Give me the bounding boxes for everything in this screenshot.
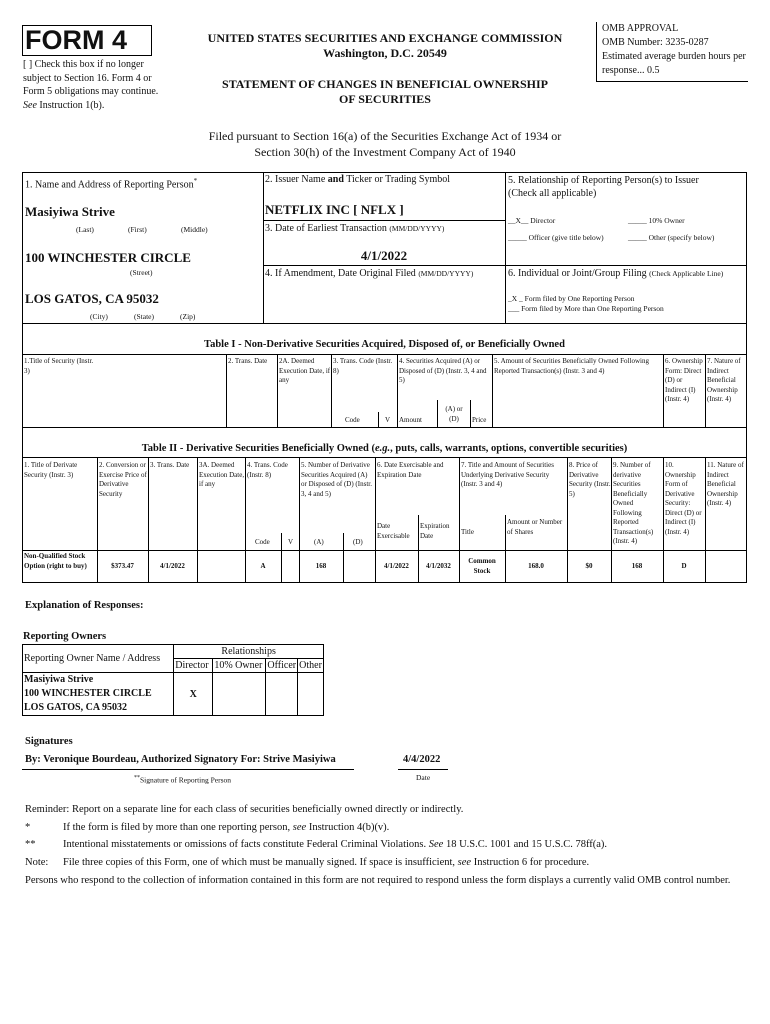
filed-by-one-check[interactable]: _X _ Form filed by One Reporting Person	[508, 294, 635, 303]
t2-amount-shares: Amount or Number of Shares	[507, 518, 563, 536]
t1-code: Code	[345, 416, 360, 424]
other-check[interactable]: _____ Other (specify below)	[628, 233, 715, 242]
ten-pct-owner-check[interactable]: _____ 10% Owner	[628, 216, 685, 225]
omb-approval: OMB APPROVAL	[602, 23, 679, 34]
footnote-dstar-text: Intentional misstatements or omissions of facts constitute Federal Criminal Violations. See 18 U.S.C. 1001 and 15 U.S.C. 78ff(a).	[63, 839, 608, 850]
t1-col2a: 2A. Deemed Execution Date, if any	[279, 357, 331, 384]
t2-col10: 10. Ownership Form of Derivative Security: Direct (D) or Indirect (I) (Instr. 4)	[665, 461, 702, 536]
issuer-name: NETFLIX INC [ NFLX ]	[265, 202, 404, 217]
earliest-transaction-date: 4/1/2022	[360, 248, 408, 263]
date-line	[398, 769, 448, 770]
officer-check[interactable]: _____ Officer (give title below)	[508, 233, 604, 242]
divider	[663, 354, 664, 428]
t2-col9: 9. Number of derivative Securities Beneficially Owned Following Reported Transaction(s) (Instr. 4)	[613, 461, 654, 545]
officer-header: Officer	[267, 660, 297, 671]
owner-name-header: Reporting Owner Name / Address	[23, 645, 174, 673]
reporting-street: 100 WINCHESTER CIRCLE	[25, 250, 191, 265]
t2-col3a: 3A. Deemed Execution Date, if any	[199, 461, 245, 488]
reminder: Reminder: Report on a separate line for each class of securities beneficially owned directly or indirectly.	[25, 804, 464, 815]
footnote-note-text: File three copies of this Form, one of which must be manually signed. If space is insufficient, see Instruction 6 for procedure.	[63, 857, 590, 868]
filed-pursuant-1: Filed pursuant to Section 16(a) of the Securities Exchange Act of 1934 or	[208, 129, 562, 143]
t2-row-title: Common Stock	[468, 557, 496, 575]
t2-row-code: A	[260, 562, 266, 570]
t2-row-trans-date: 4/1/2022	[160, 562, 185, 570]
divider	[263, 265, 747, 266]
no-longer-subject-checkbox-text[interactable]: [ ] Check this box if no longer subject to Section 16. Form 4 or Form 5 obligations may continue. See Instruction 1(b).	[23, 59, 159, 111]
zip-label: (Zip)	[180, 312, 196, 321]
signature-label: **Signature of Reporting Person	[134, 775, 232, 785]
t2-row-date-exercisable: 4/1/2022	[384, 562, 409, 570]
agency-title: UNITED STATES SECURITIES AND EXCHANGE COMMISSION	[207, 31, 563, 45]
box2-label: 2. Issuer Name and Ticker or Trading Symbol	[265, 174, 451, 185]
other-cell	[298, 673, 324, 716]
t2-col5: 5. Number of Derivative Securities Acquired (A) or Disposed of (D) (Instr. 3, 4 and 5)	[301, 461, 372, 498]
divider	[22, 457, 747, 458]
divider	[492, 354, 493, 428]
t2-v: V	[288, 538, 294, 546]
table1-title: Table I - Non-Derivative Securities Acquired, Disposed of, or Beneficially Owned	[204, 339, 565, 350]
director-mark: X	[174, 673, 213, 716]
first-label: (First)	[128, 225, 147, 234]
signature-by: By: Veronique Bourdeau, Authorized Signatory For: Strive Masiyiwa	[25, 754, 336, 765]
ten-pct-cell	[213, 673, 266, 716]
t1-col3: 3. Trans. Code (Instr. 8)	[333, 357, 393, 375]
t2-row-owned: 168	[631, 562, 643, 570]
date-label: Date	[416, 773, 431, 782]
divider	[397, 354, 398, 428]
divider	[505, 515, 506, 583]
divider	[343, 533, 344, 583]
signature-date: 4/4/2022	[403, 754, 441, 765]
t2-title: Title	[461, 528, 474, 536]
footnote-dstar: **	[25, 839, 36, 850]
t1-amount: Amount	[399, 416, 422, 424]
persons-respond-notice: Persons who respond to the collection of information contained in this form are not required to respond unless the form displays a currently valid OMB control number.	[25, 875, 731, 886]
t1-aord: (A) or (D)	[445, 405, 463, 423]
divider	[437, 400, 438, 428]
box3-label: 3. Date of Earliest Transaction (MM/DD/YYYY)	[265, 223, 445, 234]
owner-cell: Masiyiwa Strive 100 WINCHESTER CIRCLE LOS GATOS, CA 95032	[23, 673, 174, 716]
t1-col5: 5. Amount of Securities Beneficially Owned Following Reported Transaction(s) (Instr. 3 and 4)	[494, 357, 649, 375]
reporting-owners-table	[22, 644, 324, 716]
t1-col4: 4. Securities Acquired (A) or Disposed of (D) (Instr. 3, 4 and 5)	[399, 357, 487, 384]
divider	[331, 354, 332, 428]
director-header: Director	[174, 659, 213, 673]
reporting-city: LOS GATOS, CA 95032	[25, 291, 159, 306]
footnote-note: Note:	[25, 857, 49, 868]
t2-expiration: Expiration Date	[420, 522, 450, 540]
box4-label: 4. If Amendment, Date Original Filed (MM/DD/YYYY)	[265, 268, 474, 279]
middle-label: (Middle)	[181, 225, 208, 234]
t2-row-shares: 168.0	[528, 562, 544, 570]
last-label: (Last)	[76, 225, 94, 234]
t2-row-acquired: 168	[315, 562, 327, 570]
divider	[505, 172, 506, 324]
t2-row-conv-price: $373.47	[111, 562, 134, 570]
table2-title: Table II - Derivative Securities Beneficially Owned (e.g., puts, calls, warrants, options, convertible securities)	[141, 443, 628, 454]
divider	[470, 400, 471, 428]
divider	[226, 354, 227, 428]
divider	[705, 354, 706, 428]
t2-col6: 6. Date Exercisable and Expiration Date	[377, 461, 444, 479]
t2-code: Code	[255, 538, 270, 546]
signature-line	[22, 769, 354, 770]
divider	[263, 220, 505, 221]
t2-col7: 7. Title and Amount of Securities Underlying Derivative Security (Instr. 3 and 4)	[461, 461, 554, 488]
reporting-person-name: Masiyiwa Strive	[25, 204, 115, 219]
ten-pct-header: 10% Owner	[213, 659, 266, 673]
city-label: (City)	[90, 312, 108, 321]
t1-col7: 7. Nature of Indirect Beneficial Ownership (Instr. 4)	[707, 357, 741, 403]
divider	[418, 515, 419, 583]
t2-date-exercisable: Date Exercisable	[377, 522, 410, 540]
state-label: (State)	[134, 312, 154, 321]
t2-col8: 8. Price of Derivative Security (Instr. 5)	[569, 461, 611, 498]
signatures-heading: Signatures	[25, 736, 73, 747]
t1-price: Price	[472, 416, 487, 424]
other-header: Other	[299, 660, 322, 671]
omb-burden: Estimated average burden hours per response... 0.5	[602, 51, 746, 76]
footnote-star: *	[25, 822, 31, 833]
footnote-star-text: If the form is filed by more than one reporting person, see Instruction 4(b)(v).	[63, 822, 390, 833]
omb-number: OMB Number: 3235-0287	[602, 37, 709, 48]
t2-col3: 3. Trans. Date	[150, 461, 190, 469]
filed-by-more-check[interactable]: ___ Form filed by More than One Reporting Person	[508, 304, 664, 313]
relationships-header: Relationships	[174, 645, 324, 659]
statement-title: STATEMENT OF CHANGES IN BENEFICIAL OWNERSHIP OF SECURITIES	[222, 77, 548, 106]
street-label: (Street)	[130, 268, 153, 277]
t1-col6: 6. Ownership Form: Direct (D) or Indirect (I) (Instr. 4)	[665, 357, 703, 403]
t1-v: V	[385, 416, 391, 424]
divider	[281, 533, 282, 583]
divider	[705, 457, 706, 583]
t1-col1: 1.Title of Security (Instr. 3)	[24, 357, 94, 375]
box6-label: 6. Individual or Joint/Group Filing (Check Applicable Line)	[508, 268, 724, 279]
divider	[22, 550, 747, 551]
t2-col1: 1. Title of Derivate Security (Instr. 3)	[24, 461, 78, 479]
reporting-owners-heading: Reporting Owners	[23, 631, 107, 642]
box1-label: 1. Name and Address of Reporting Person*	[25, 177, 198, 191]
divider	[197, 457, 198, 583]
t2-col2: 2. Conversion or Exercise Price of Derivative Security	[99, 461, 147, 498]
t2-row-form: D	[681, 562, 687, 570]
divider	[22, 354, 747, 355]
t2-d: (D)	[353, 538, 363, 546]
t2-a: (A)	[314, 538, 324, 546]
explanation-heading: Explanation of Responses:	[25, 600, 144, 611]
agency-location: Washington, D.C. 20549	[323, 46, 447, 60]
divider	[378, 412, 379, 428]
box5-label: 5. Relationship of Reporting Person(s) to Issuer (Check all applicable)	[508, 175, 699, 199]
t2-row-price: $0	[585, 562, 593, 570]
filed-pursuant-2: Section 30(h) of the Investment Company Act of 1940	[254, 145, 516, 159]
form-title: FORM 4	[25, 25, 128, 55]
t2-col4: 4. Trans. Code (Instr. 8)	[247, 461, 288, 479]
director-check[interactable]: __X__ Director	[508, 216, 556, 225]
t2-row-security: Non-Qualified Stock Option (right to buy)	[24, 552, 87, 570]
t2-col11: 11. Nature of Indirect Beneficial Ownership (Instr. 4)	[707, 461, 744, 507]
officer-cell	[266, 673, 298, 716]
t1-col2: 2. Trans. Date	[228, 357, 268, 365]
t2-row-expiration: 4/1/2032	[426, 562, 451, 570]
omb-box	[596, 22, 748, 82]
